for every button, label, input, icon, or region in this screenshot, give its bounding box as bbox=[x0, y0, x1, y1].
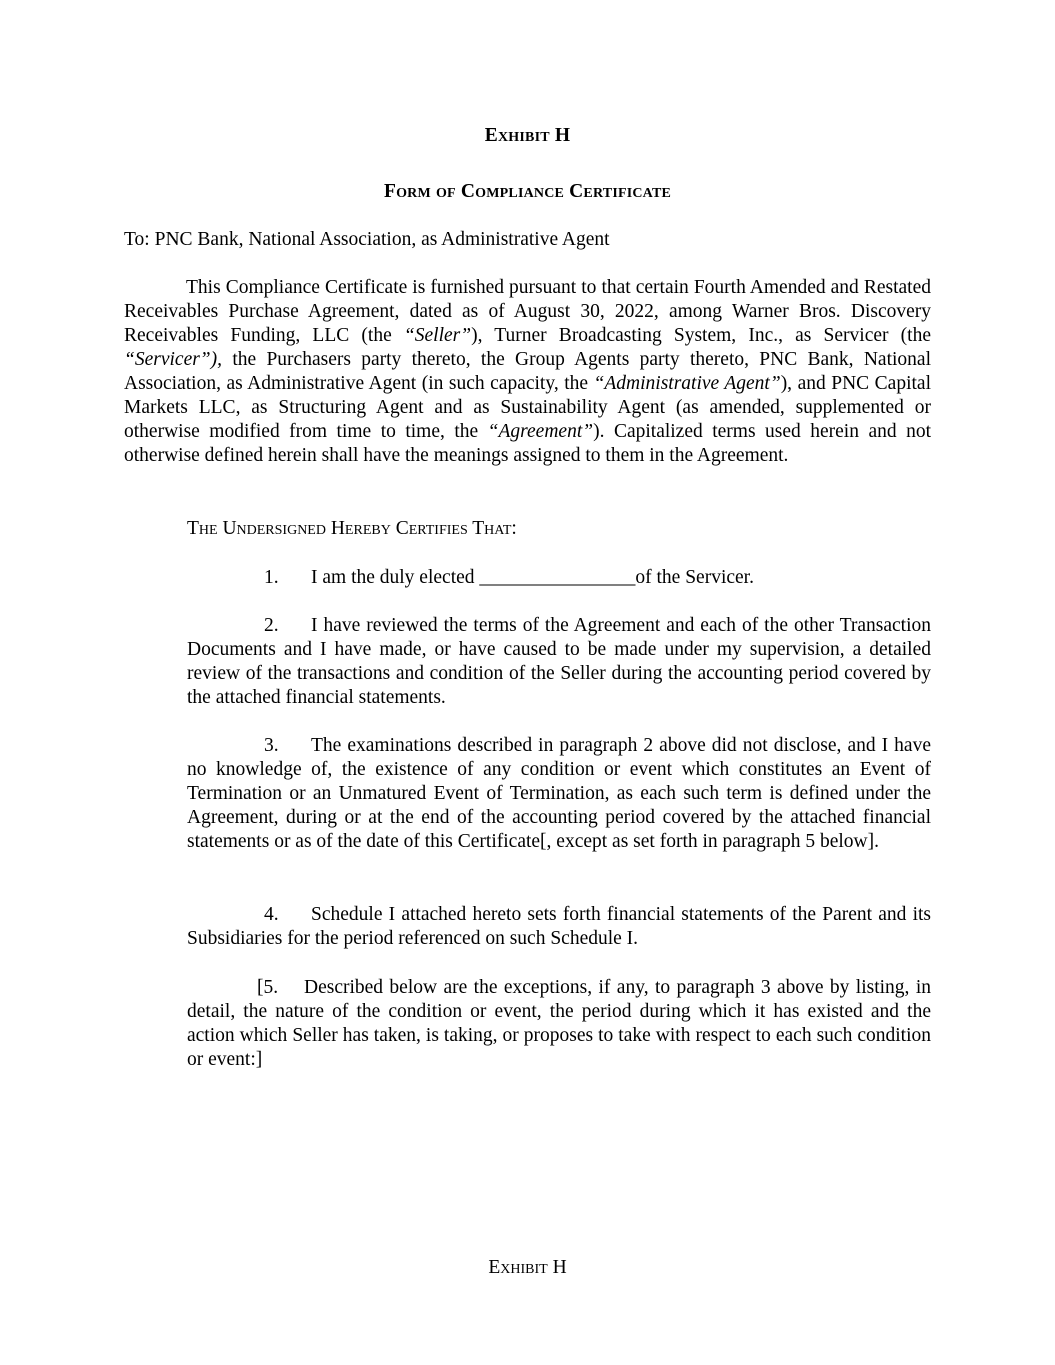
item-text: I am the duly elected ________________of the Servicer. bbox=[311, 567, 754, 588]
seller-defined-term: “Seller” bbox=[403, 325, 472, 346]
certification-item-3 bbox=[187, 734, 931, 854]
item-text: Schedule I attached hereto sets forth financial statements of the Parent and its Subsidiaries for the period referenced on such Schedule I. bbox=[187, 904, 931, 949]
form-title: Form of Compliance Certificate bbox=[383, 181, 672, 202]
administrative-agent-defined-term: “Administrative Agent” bbox=[593, 373, 781, 394]
servicer-defined-term: “Servicer”), bbox=[124, 349, 223, 370]
item-text: Described below are the exceptions, if any, to paragraph 3 above by listing, in detail, the nature of the condition or event, the period during which it has existed and the action which Seller has taken, is taking, or proposes to take with respect to each such condition or event:] bbox=[187, 977, 931, 1070]
item-number: [5. bbox=[257, 977, 279, 998]
intro-text-3: the Purchasers party thereto, the Group Agents party thereto, PNC Bank, National Association, as Administrative Agent (in such capacity, the bbox=[124, 349, 931, 394]
item-text: I have reviewed the terms of the Agreement and each of the other Transaction Documents and I have made, or have caused to be made under my supervision, a detailed review of the transactions and condition of the Seller during the accounting period covered by the attached financial statements. bbox=[187, 615, 931, 708]
agreement-defined-term: “Agreement” bbox=[487, 421, 594, 442]
intro-text-2: ), Turner Broadcasting System, Inc., as Servicer (the bbox=[471, 325, 931, 346]
item-text: The examinations described in paragraph 2 above did not disclose, and I have no knowledge of, the existence of any condition or event which constitutes an Event of Termination or an Unmatured Event of Termination, as each such term is defined under the Agreement, during or at the end of the accounting period covered by the attached financial statements or as of the date of this Certificate[, except as set forth in paragraph 5 below]. bbox=[187, 735, 931, 852]
intro-text-1: This Compliance Certificate is furnished pursuant to that certain Fourth Amended and Restated Receivables Purchase Agreement, dated as of August 30, 2022, among Warner Bros. Discovery Receivables Funding, LLC (the bbox=[124, 277, 931, 346]
certification-item-4 bbox=[187, 903, 931, 951]
item-number: 3. bbox=[264, 735, 279, 756]
certification-item-2 bbox=[187, 614, 931, 710]
page-footer: Exhibit H bbox=[488, 1257, 567, 1278]
exhibit-title: Exhibit H bbox=[484, 125, 571, 146]
item-number: 1. bbox=[264, 567, 279, 588]
certification-item-5 bbox=[187, 976, 931, 1072]
addressee-line: To: PNC Bank, National Association, as Administrative Agent bbox=[124, 229, 610, 250]
certification-item-1 bbox=[187, 566, 931, 590]
item-number: 2. bbox=[264, 615, 279, 636]
intro-text-5: ). Capitalized terms used herein and not otherwise defined herein shall have the meanings assigned to them in the Agreement. bbox=[124, 421, 931, 466]
intro-paragraph bbox=[124, 276, 931, 468]
certifies-heading: The Undersigned Hereby Certifies That: bbox=[187, 518, 517, 539]
intro-text-4: ), and PNC Capital Markets LLC, as Structuring Agent and as Sustainability Agent (as amended, supplemented or otherwise modified from time to time, the bbox=[124, 373, 931, 442]
item-number: 4. bbox=[264, 904, 279, 925]
